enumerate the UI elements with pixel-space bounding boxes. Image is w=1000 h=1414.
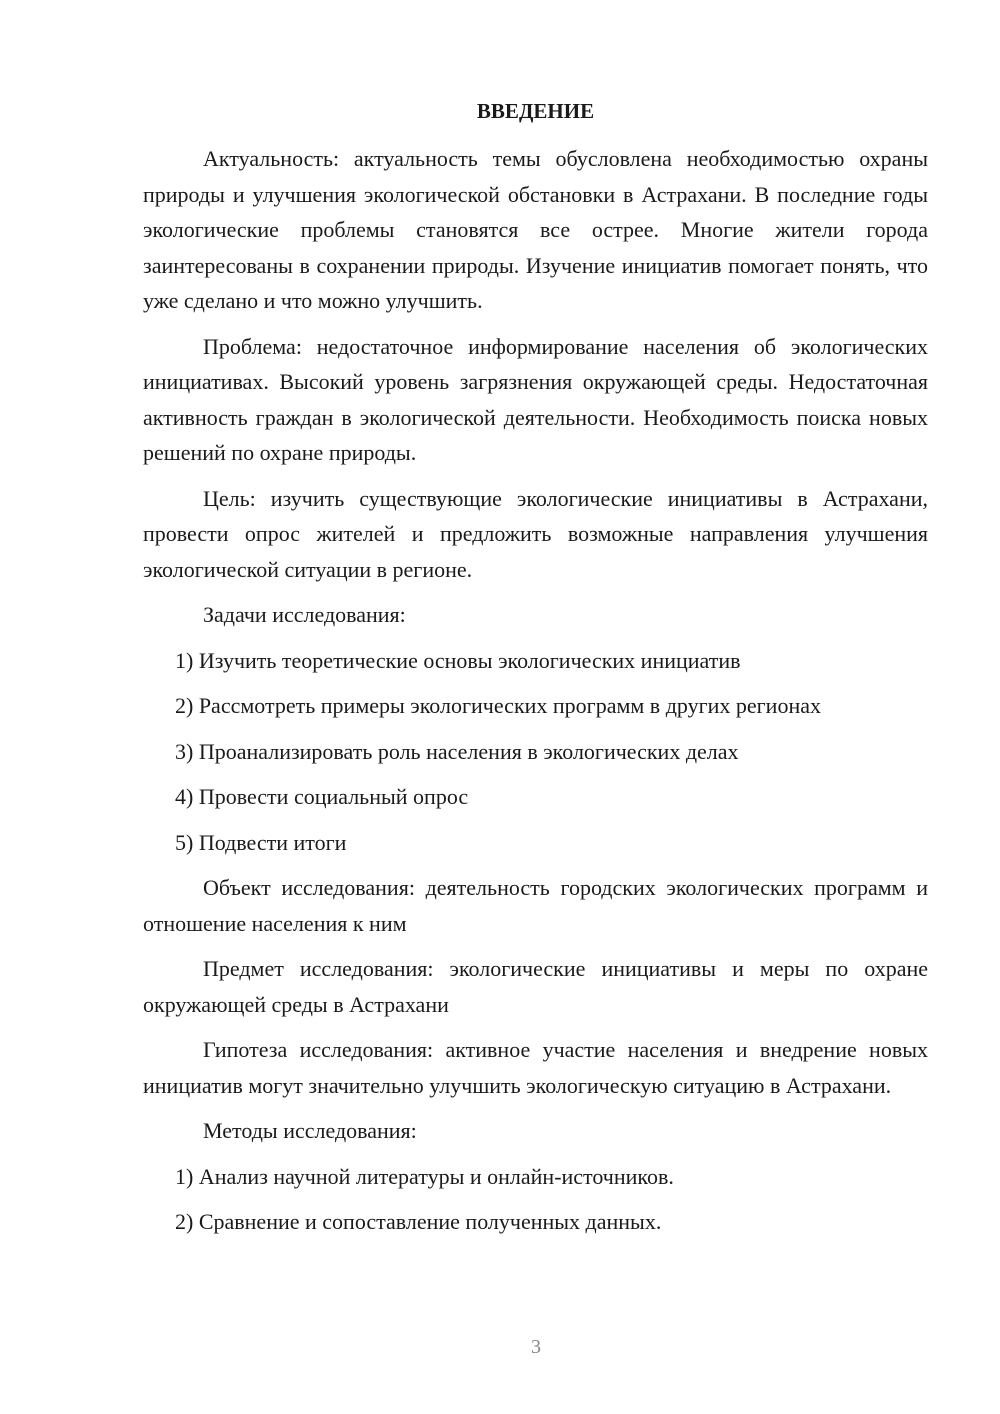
list-item: 1) Анализ научной литературы и онлайн-источников. (175, 1163, 674, 1189)
tasks-list (143, 643, 928, 861)
paragraph-goal: Цель: изучить существующие экологические инициативы в Астрахани, провести опрос жителей и предложить возможные направления улучшения экологической ситуации в регионе. (143, 485, 928, 582)
paragraph-object: Объект исследования: деятельность городских экологических программ и отношение населения к ним (143, 875, 928, 936)
paragraph-relevance: Актуальность: актуальность темы обусловлена необходимостью охраны природы и улучшения экологической обстановки в Астрахани. В последние годы экологические проблемы становятся все острее. Многие жители города заинтересованы в сохранении природы. Изучение инициатив помогает понять, что уже сделано и что можно улучшить. (143, 146, 928, 313)
page-number: 3 (531, 1336, 541, 1358)
list-item: 3) Проанализировать роль населения в экологических делах (175, 738, 739, 764)
methods-label: Методы исследования: (203, 1118, 417, 1143)
page-title: ВВЕДЕНИЕ (476, 99, 595, 123)
list-item: 2) Рассмотреть примеры экологических программ в других регионах (175, 693, 821, 718)
list-item: 2) Сравнение и сопоставление полученных данных. (175, 1209, 662, 1234)
methods-list (143, 1159, 928, 1240)
list-item: 1) Изучить теоретические основы экологических инициатив (175, 647, 741, 673)
paragraph-problem: Проблема: недостаточное информирование населения об экологических инициативах. Высокий уровень загрязнения окружающей среды. Недостаточная активность граждан в экологической деятельности. Необходимость поиска новых решений по охране природы. (143, 333, 928, 465)
tasks-label: Задачи исследования: (203, 602, 406, 627)
list-item: 4) Провести социальный опрос (175, 784, 469, 809)
paragraph-hypothesis: Гипотеза исследования: активное участие населения и внедрение новых инициатив могут значительно улучшить экологическую ситуацию в Астрахани. (143, 1037, 928, 1098)
list-item: 5) Подвести итоги (175, 829, 347, 855)
document-body (143, 141, 928, 1250)
paragraph-subject: Предмет исследования: экологические инициативы и меры по охране окружающей среды в Астрахани (143, 956, 928, 1017)
